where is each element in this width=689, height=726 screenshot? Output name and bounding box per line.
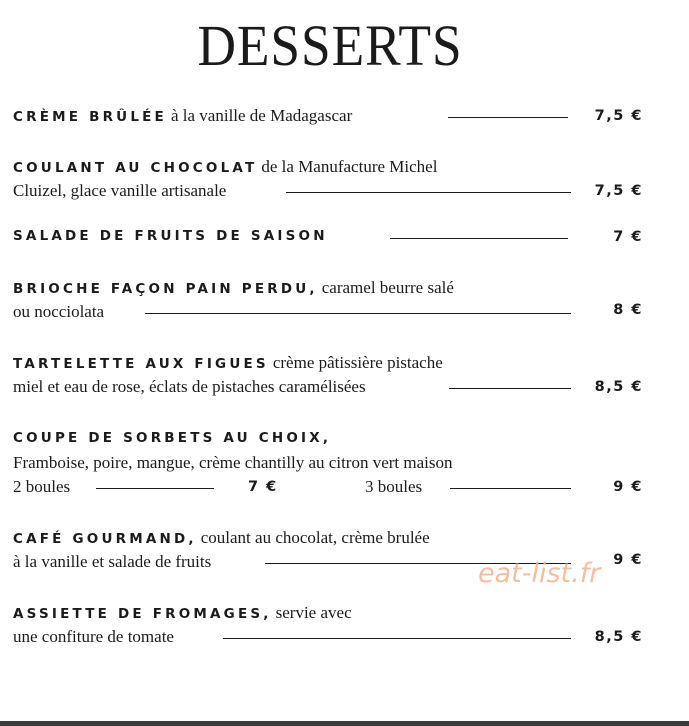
leader-line [390, 238, 568, 239]
leader-line [145, 313, 571, 314]
item-description-line2: ou nocciolata [13, 302, 105, 321]
item-description-line2: Cluizel, glace vanille artisanale [13, 181, 227, 200]
item-description: coulant au chocolat, crème brulée [200, 528, 430, 547]
menu-item-coupe-sorbets [13, 429, 643, 503]
option-price-2-boules: 7 € [248, 479, 278, 495]
leader-line [286, 192, 571, 193]
item-description-line2: une confiture de tomate [13, 627, 174, 646]
item-price: 7,5 € [594, 108, 643, 124]
item-name: BRIOCHE FAÇON PAIN PERDU, [13, 281, 318, 297]
menu-item-assiette-fromages [13, 603, 643, 653]
menu-item-coulant-chocolat [13, 157, 643, 207]
item-description-line2: Framboise, poire, mangue, crème chantilly au citron vert maison [13, 453, 453, 472]
option-label-2-boules: 2 boules [13, 477, 71, 496]
item-description-line2: à la vanille et salade de fruits [13, 552, 212, 571]
item-name: COULANT AU CHOCOLAT [13, 160, 258, 176]
item-price: 8,5 € [594, 379, 643, 395]
menu-item-creme-brulee [13, 106, 643, 130]
item-name: CRÈME BRÛLÉE [13, 109, 167, 125]
item-description: de la Manufacture Michel [261, 157, 438, 176]
leader-line [449, 388, 571, 389]
item-description: à la vanille de Madagascar [170, 106, 353, 125]
item-price: 9 € [613, 552, 643, 568]
page-title: DESSERTS [197, 13, 463, 78]
item-price: 7,5 € [594, 183, 643, 199]
item-price: 8 € [613, 302, 643, 318]
menu-item-tartelette-figues [13, 353, 643, 403]
item-price: 7 € [613, 229, 643, 245]
leader-line [448, 117, 568, 118]
menu-item-brioche [13, 278, 643, 328]
bottom-divider [0, 721, 689, 726]
item-description: caramel beurre salé [321, 278, 454, 297]
option-price-3-boules: 9 € [613, 479, 643, 495]
watermark: eat-list.fr [478, 558, 601, 589]
item-name: COUPE DE SORBETS AU CHOIX, [13, 430, 332, 446]
item-description-line2: miel et eau de rose, éclats de pistaches caramélisées [13, 377, 366, 396]
leader-line [96, 488, 214, 489]
item-description: servie avec [275, 603, 352, 622]
option-label-3-boules: 3 boules [365, 477, 423, 496]
item-description: crème pâtissière pistache [272, 353, 443, 372]
leader-line [450, 488, 571, 489]
leader-line [223, 638, 571, 639]
item-name: TARTELETTE AUX FIGUES [13, 356, 269, 372]
item-name: ASSIETTE DE FROMAGES, [13, 606, 272, 622]
menu-item-salade-fruits [13, 227, 643, 251]
item-name: CAFÉ GOURMAND, [13, 531, 197, 547]
item-price: 8,5 € [594, 629, 643, 645]
item-name: SALADE DE FRUITS DE SAISON [13, 228, 328, 244]
